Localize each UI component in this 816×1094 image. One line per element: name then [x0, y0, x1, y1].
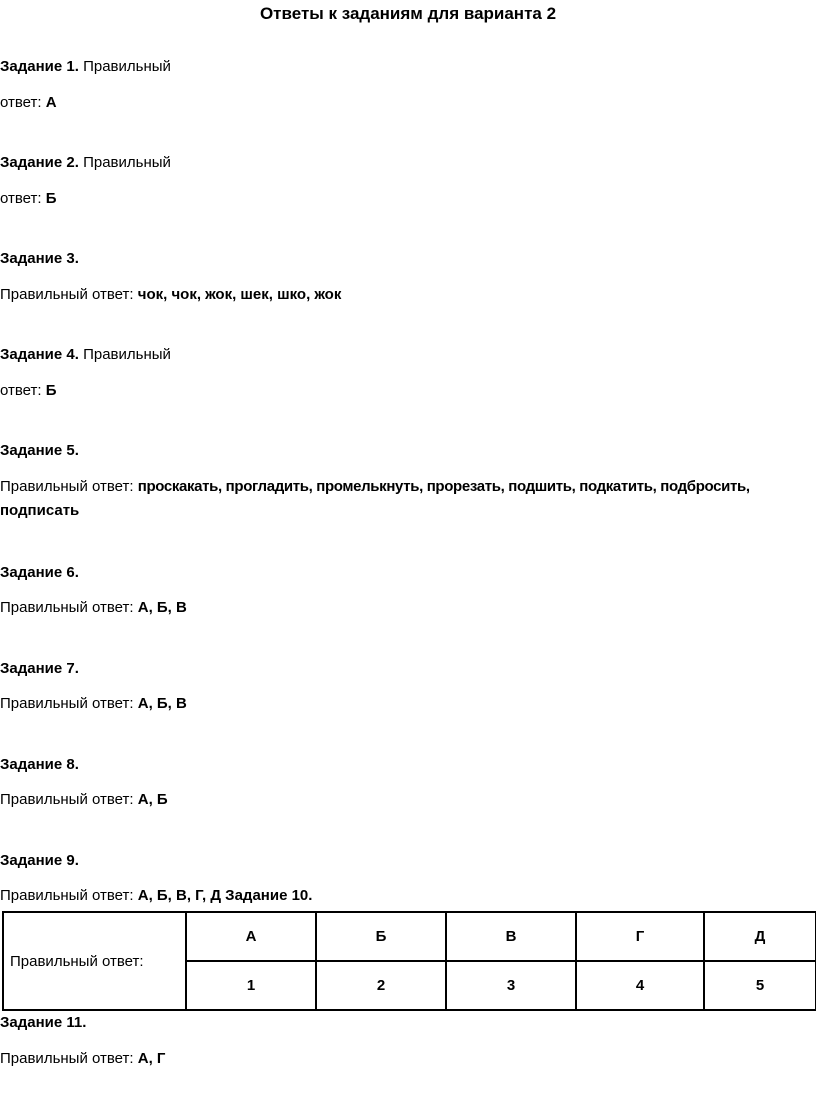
task-8-answer — [0, 791, 168, 808]
answer-value: Б — [45, 382, 57, 399]
answer-prefix: Правильный ответ: — [0, 791, 138, 808]
task-5-answer-continued — [0, 502, 79, 519]
answer-value: А, Б, В, Г, Д Задание 10. — [137, 887, 313, 904]
task-4-answer — [0, 382, 57, 399]
task-6-answer — [0, 599, 187, 616]
task-3-answer — [0, 286, 341, 303]
task-6-heading — [0, 564, 79, 581]
task-text: Правильный — [78, 154, 171, 171]
answer-value: А, Б — [137, 791, 168, 808]
answer-value: проскакать, прогладить, промелькнуть, прорезать, подшить, подкатить, подбросить, — [137, 478, 750, 495]
answer-prefix: ответ: — [0, 190, 46, 207]
task-label: Задание 9. — [0, 852, 79, 869]
task-8-heading — [0, 756, 79, 773]
task-label: Задание 11. — [0, 1014, 87, 1031]
task-9-answer — [0, 887, 312, 904]
answer-value: А, Г — [137, 1050, 166, 1067]
task-label: Задание 3. — [0, 250, 79, 267]
answer-prefix: Правильный ответ: — [0, 1050, 138, 1067]
answer-prefix: Правильный ответ: — [0, 599, 138, 616]
table-cell-number: 4 — [576, 961, 704, 1010]
answer-value: А — [45, 94, 57, 111]
table-cell-letter: Б — [316, 912, 446, 961]
table-row-label: Правильный ответ: — [3, 912, 186, 1010]
task-1-heading — [0, 58, 171, 75]
task-label: Задание 4. — [0, 346, 79, 363]
table-cell-letter: Г — [576, 912, 704, 961]
task-5-heading — [0, 442, 79, 459]
answer-value: подписать — [0, 502, 80, 519]
table-cell-number: 1 — [186, 961, 316, 1010]
task-7-answer — [0, 695, 187, 712]
table-cell-letter: Д — [704, 912, 816, 961]
answer-prefix: Правильный ответ: — [0, 478, 138, 495]
table-cell-number: 2 — [316, 961, 446, 1010]
table-cell-letter: А — [186, 912, 316, 961]
task-9-heading — [0, 852, 79, 869]
answer-value: А, Б, В — [137, 599, 187, 616]
table-cell-number: 3 — [446, 961, 576, 1010]
task-11-heading — [0, 1014, 86, 1031]
task-label: Задание 6. — [0, 564, 79, 581]
table-cell-letter: В — [446, 912, 576, 961]
task-text: Правильный — [78, 58, 171, 75]
task-label: Задание 1. — [0, 58, 79, 75]
page-title: Ответы к заданиям для варианта 2 — [259, 4, 557, 23]
answer-value: чок, чок, жок, шек, шко, жок — [137, 286, 342, 303]
table-cell-number: 5 — [704, 961, 816, 1010]
answer-prefix: Правильный ответ: — [0, 286, 138, 303]
task-2-answer — [0, 190, 57, 207]
task-4-heading — [0, 346, 171, 363]
task-label: Задание 5. — [0, 442, 79, 459]
answer-prefix: ответ: — [0, 382, 46, 399]
task-1-answer — [0, 94, 57, 111]
answer-prefix: ответ: — [0, 94, 46, 111]
task-2-heading — [0, 154, 171, 171]
answer-value: Б — [45, 190, 57, 207]
task-3-heading — [0, 250, 79, 267]
task-text: Правильный — [78, 346, 171, 363]
task-label: Задание 7. — [0, 660, 79, 677]
task-5-answer — [0, 478, 750, 495]
task-10-answer-table — [2, 911, 816, 1011]
task-label: Задание 2. — [0, 154, 79, 171]
task-label: Задание 8. — [0, 756, 79, 773]
table-row — [3, 912, 816, 961]
task-11-answer — [0, 1050, 165, 1067]
answer-prefix: Правильный ответ: — [0, 887, 138, 904]
task-7-heading — [0, 660, 79, 677]
answer-prefix: Правильный ответ: — [0, 695, 138, 712]
answer-value: А, Б, В — [137, 695, 187, 712]
